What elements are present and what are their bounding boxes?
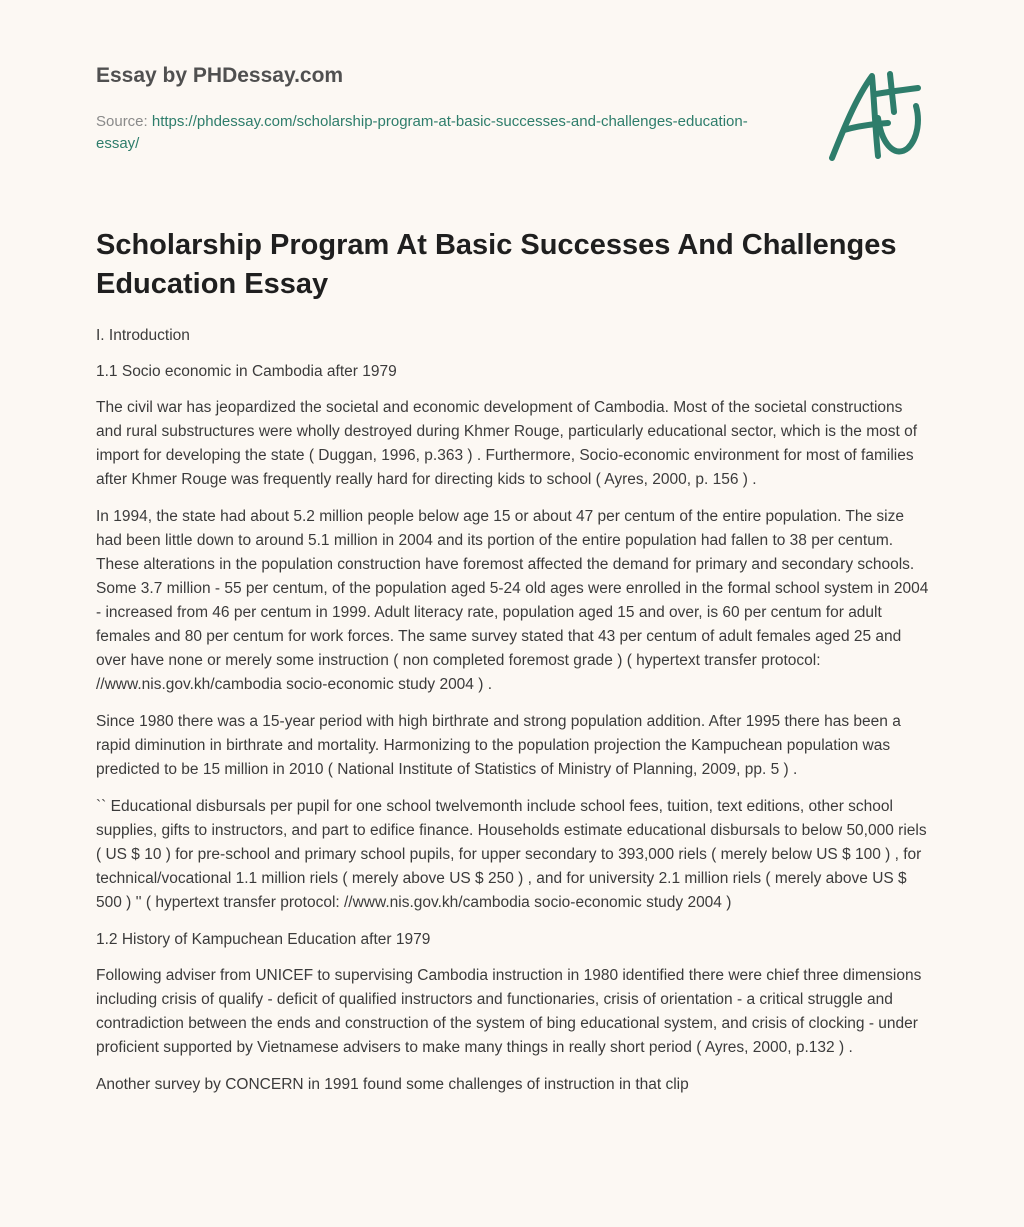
paragraph: `` Educational disbursals per pupil for one school twelvemonth include school fees, tuition, text editions, other school supplies, gifts to instructors, and part to edifice finance. Households estimate educational disbursals to below 50,000 riels ( US $ 10 ) for pre-school and primary school pupils, for upper secondary to 393,000 riels ( merely below US $ 100 ) , for technical/vocational 1.1 million riels ( merely above US $ 250 ) , and for university 2.1 million riels ( merely above US $ 500 ) '' ( hypertext transfer protocol: //www.nis.gov.kh/cambodia socio-economic study 2004 )	[96, 798, 927, 911]
paragraph: The civil war has jeopardized the societal and economic development of Cambodia. Most of the societal constructions and rural substructures were wholly destroyed during Khmer Rouge, particularly educational sector, which is the most of import for developing the state ( Duggan, 1996, p.363 ) . Furthermore, Socio-economic environment for most of families after Khmer Rouge was frequently really hard for directing kids to school ( Ayres, 2000, p. 156 ) .	[96, 399, 918, 488]
section-heading-history: 1.2 History of Kampuchean Education after 1979	[96, 931, 431, 948]
essay-title: Scholarship Program At Basic Successes And Challenges Education Essay	[96, 229, 897, 300]
site-name: Essay by PHDessay.com	[96, 64, 344, 87]
paragraph: Following adviser from UNICEF to supervising Cambodia instruction in 1980 identified there were chief three dimensions including crisis of qualify - deficit of qualified instructors and functionaries, crisis of orientation - a critical struggle and contradiction between the ends and construction of the system of bing educational system, and crisis of clocking - under proficient supported by Vietnamese advisers to make many things in really short period ( Ayres, 2000, p.132 ) .	[96, 967, 922, 1056]
essay-body	[96, 324, 932, 1110]
source-link[interactable]: https://phdessay.com/scholarship-program-at-basic-successes-and-challenges-education-essay/	[96, 113, 748, 152]
paragraph: Since 1980 there was a 15-year period with high birthrate and strong population addition. After 1995 there has been a rapid diminution in birthrate and mortality. Harmonizing to the population projection the Kampuchean population was predicted to be 15 million in 2010 ( National Institute of Statistics of Ministry of Planning, 2009, pp. 5 ) .	[96, 713, 901, 778]
section-heading-introduction: I. Introduction	[96, 327, 190, 344]
paragraph: Another survey by CONCERN in 1991 found some challenges of instruction in that clip	[96, 1076, 689, 1093]
source-line	[96, 111, 776, 155]
paragraph: In 1994, the state had about 5.2 million people below age 15 or about 47 per centum of the entire population. The size had been little down to around 5.1 million in 2004 and its portion of the entire population had fallen to 38 per centum. These alterations in the population construction have foremost affected the demand for primary and secondary schools. Some 3.7 million - 55 per centum, of the population aged 5-24 old ages were enrolled in the formal school system in 2004 - increased from 46 per centum in 1999. Adult literacy rate, population aged 15 and over, is 60 per centum for adult females and 80 per centum for work forces. The same survey stated that 43 per centum of adult females aged 25 and over have none or merely some instruction ( non completed foremost grade ) ( hypertext transfer protocol: //www.nis.gov.kh/cambodia socio-economic study 2004 ) .	[96, 508, 929, 693]
source-label: Source:	[96, 113, 148, 130]
section-heading-socio-economic: 1.1 Socio economic in Cambodia after 1979	[96, 363, 397, 380]
a-plus-logo-icon	[822, 68, 926, 168]
